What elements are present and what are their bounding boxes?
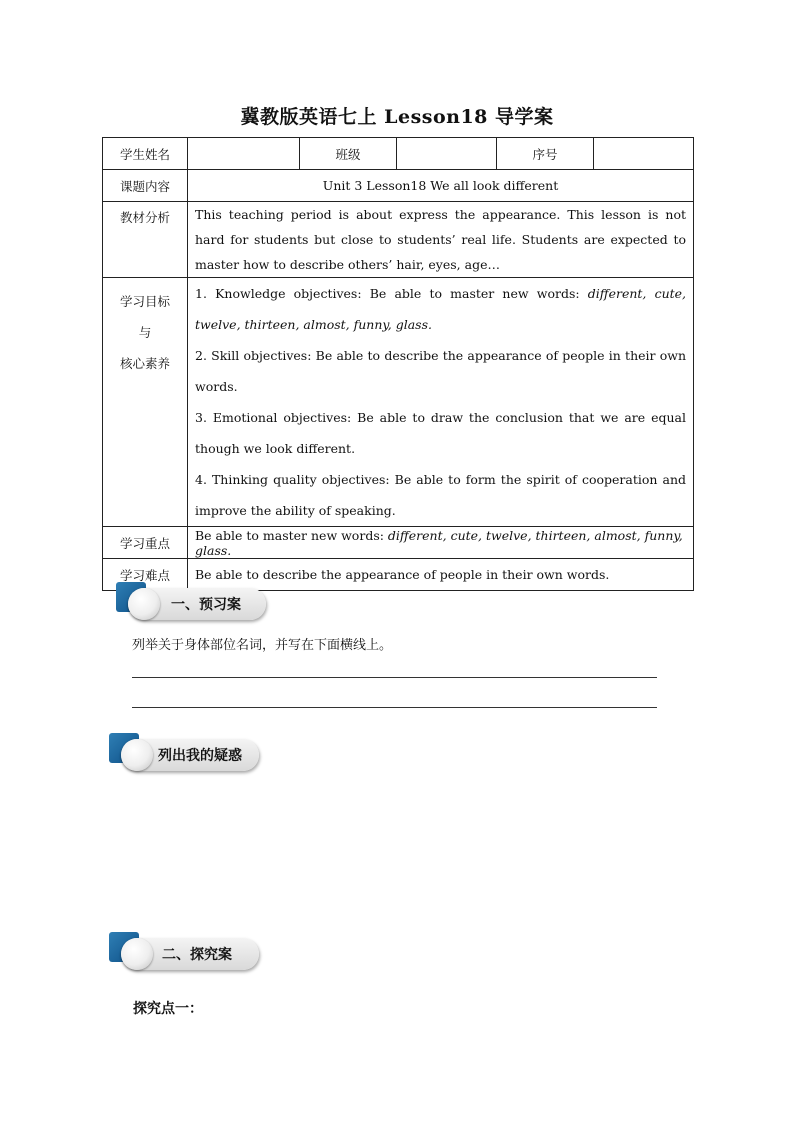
section-label-explore: 二、探究案 bbox=[162, 947, 232, 963]
objective-thinking: 4. Thinking quality objectives: Be able to form the spirit of cooperation and improve the ability of speaking. bbox=[195, 472, 686, 518]
section-circle-icon bbox=[121, 938, 153, 970]
objective-knowledge: 1. Knowledge objectives: Be able to master new words: different, cute, twelve, thirteen, almost, funny, glass. bbox=[195, 286, 687, 332]
key-words: different, cute, twelve, thirteen, almost, funny, glass. bbox=[195, 527, 683, 558]
lesson-info-table bbox=[102, 137, 694, 591]
section-circle-icon bbox=[128, 588, 160, 620]
objectives-list bbox=[188, 278, 694, 527]
new-words: different, cute, twelve, thirteen, almost, funny, glass. bbox=[195, 286, 687, 332]
student-name-field[interactable] bbox=[188, 138, 300, 170]
table-row bbox=[103, 527, 694, 559]
class-field[interactable] bbox=[397, 138, 497, 170]
difficulty-value: Be able to describe the appearance of people in their own words. bbox=[188, 559, 694, 591]
objectives-label-line2: 与 bbox=[138, 325, 152, 340]
section-circle-icon bbox=[121, 739, 153, 771]
key-points-label: 学习重点 bbox=[103, 527, 188, 559]
analysis-label: 教材分析 bbox=[103, 202, 188, 278]
seat-number-label: 序号 bbox=[497, 138, 594, 170]
objective-skill: 2. Skill objectives: Be able to describe the appearance of people in their own words. bbox=[195, 348, 686, 394]
preview-instruction: 列举关于身体部位名词，并写在下面横线上。 bbox=[132, 638, 393, 653]
student-name-label: 学生姓名 bbox=[103, 138, 188, 170]
table-row bbox=[103, 278, 694, 527]
section-label-doubts: 列出我的疑惑 bbox=[158, 748, 242, 764]
answer-line[interactable] bbox=[132, 677, 657, 678]
objectives-label-line1: 学习目标 bbox=[119, 294, 170, 309]
section-header-doubts bbox=[109, 733, 269, 773]
objective-emotional: 3. Emotional objectives: Be able to draw the conclusion that we are equal though we look different. bbox=[195, 410, 686, 456]
key-points-value: Be able to master new words: different, cute, twelve, thirteen, almost, funny, glass. bbox=[188, 527, 694, 559]
answer-line[interactable] bbox=[132, 707, 657, 708]
objectives-label bbox=[103, 278, 188, 527]
section-header-explore bbox=[109, 932, 269, 972]
seat-number-field[interactable] bbox=[594, 138, 694, 170]
page-title: 冀教版英语七上 Lesson18 导学案 bbox=[240, 106, 554, 128]
explore-point-1: 探究点一： bbox=[133, 1001, 203, 1017]
objectives-label-line3: 核心素养 bbox=[119, 356, 170, 371]
analysis-value: This teaching period is about express the appearance. This lesson is not hard for students but close to students’ real life. Students are expected to master how to describe others’ hair, eyes, age… bbox=[188, 202, 694, 278]
topic-value: Unit 3 Lesson18 We all look different bbox=[188, 170, 694, 202]
class-label: 班级 bbox=[300, 138, 397, 170]
table-row bbox=[103, 138, 694, 170]
topic-label: 课题内容 bbox=[103, 170, 188, 202]
difficulty-label: 学习难点 bbox=[103, 559, 188, 591]
table-row bbox=[103, 202, 694, 278]
section-label-preview: 一、预习案 bbox=[171, 597, 241, 613]
section-header-preview bbox=[116, 582, 276, 622]
table-row bbox=[103, 170, 694, 202]
